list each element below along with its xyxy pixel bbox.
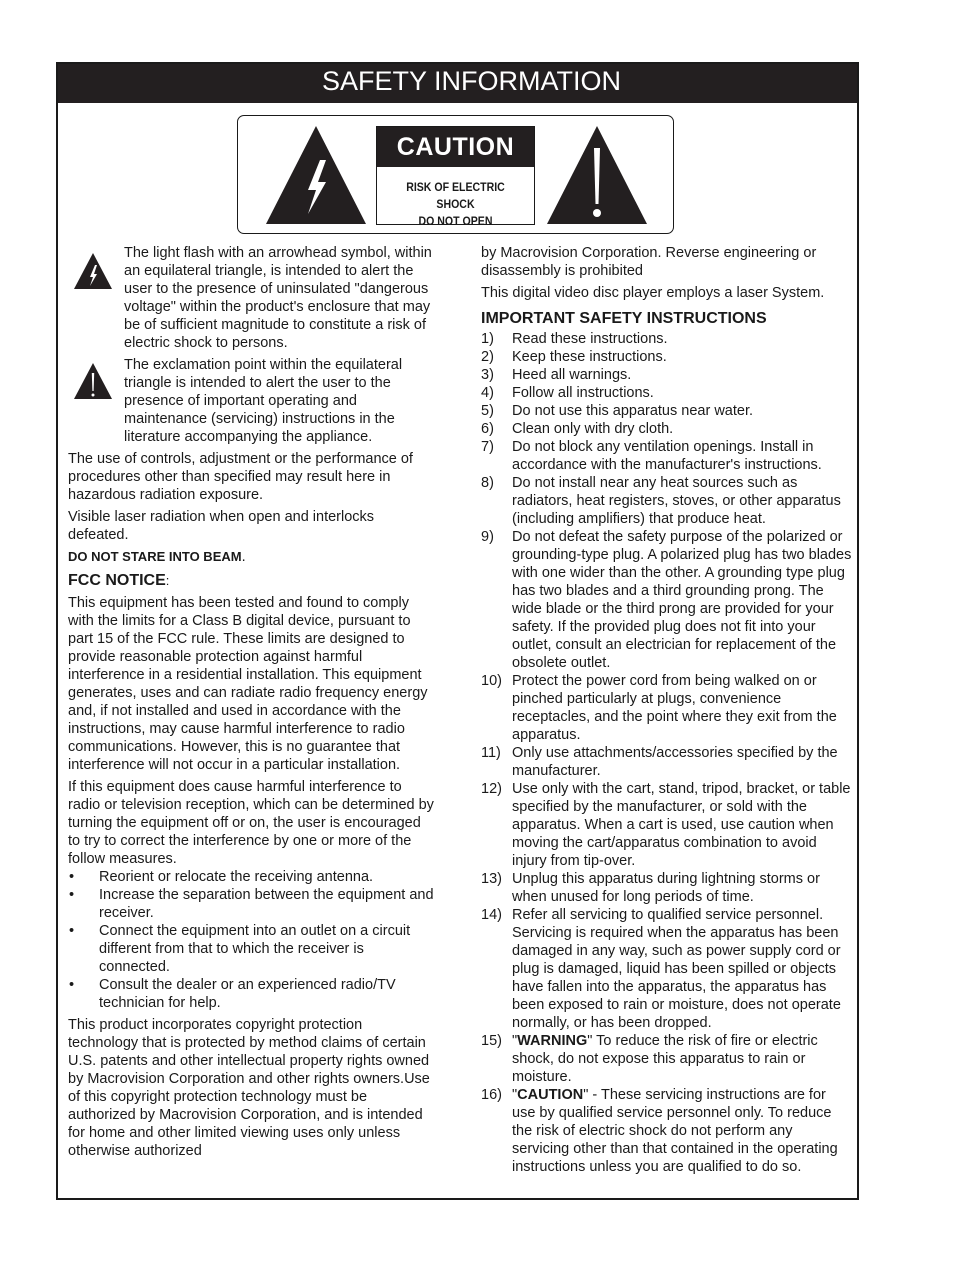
measure-text: Connect the equipment into an outlet on a circuit different from that to which the receiver is connected.	[99, 923, 411, 975]
beam-period: .	[241, 549, 246, 565]
instruction-number: 4)	[481, 385, 494, 401]
copyright-text: This product incorporates copyright protection technology that is protected by method claims of certain U.S. patents and other intellectual property rights owned by Macrovision Corporation and other rights owners.Use of this copyright protection technology must be authorized by Macrovision Corporation, and is intended for home and other limited viewing uses only unless otherwise authorized	[68, 1017, 430, 1159]
instruction-item	[481, 330, 853, 348]
instruction-text: Do not use this apparatus near water.	[512, 403, 754, 419]
instruction-item	[481, 402, 853, 420]
instruction-number: 3)	[481, 367, 494, 383]
instruction-item	[481, 780, 853, 870]
instruction-number: 2)	[481, 349, 494, 365]
measure-item	[68, 976, 436, 1012]
fcc-colon: :	[165, 573, 170, 588]
instruction-item	[481, 420, 853, 438]
header-bar	[58, 64, 857, 103]
page-title: SAFETY INFORMATION	[322, 66, 622, 96]
lightning-text: The light flash with an arrowhead symbol, within an equilateral triangle, is intended to alert the user to the presence of uninsulated "dangerous voltage" within the product's enclosure that may be of sufficient magnitude to constitute a risk of electric shock to persons.	[124, 245, 432, 351]
instruction-number: 7)	[481, 439, 494, 455]
bullet: •	[69, 869, 75, 885]
instruction-text: Only use attachments/accessories specified by the manufacturer.	[512, 745, 838, 779]
open-quote: "	[512, 1087, 518, 1103]
copyright-continued: by Macrovision Corporation. Reverse engineering or disassembly is prohibited	[481, 245, 817, 279]
caution-panel	[237, 115, 674, 234]
caution-line-2: DO NOT OPEN	[418, 214, 493, 228]
bullet: •	[69, 887, 75, 903]
instruction-number: 11)	[481, 745, 501, 761]
instruction-text: Read these instructions.	[512, 331, 668, 347]
lightning-notice	[68, 244, 436, 352]
bullet: •	[69, 977, 75, 993]
instruction-text: Use only with the cart, stand, tripod, bracket, or table specified by the manufacturer, or sold with the apparatus. When a cart is used, use caution when moving the cart/apparatus combination to avoid injury from tip-over.	[512, 781, 851, 869]
instructions-list	[481, 330, 853, 1032]
instruction-item	[481, 528, 853, 672]
right-column	[481, 244, 853, 1176]
instruction-number: 5)	[481, 403, 494, 419]
instruction-text: Protect the power cord from being walked on or pinched particularly at plugs, convenience receptacles, and the point where they exit from the apparatus.	[512, 673, 837, 743]
instruction-text: Clean only with dry cloth.	[512, 421, 674, 437]
measure-item	[68, 922, 436, 976]
instruction-item	[481, 870, 853, 906]
instruction-item	[481, 672, 853, 744]
instruction-text: Follow all instructions.	[512, 385, 654, 401]
measure-text: Increase the separation between the equipment and receiver.	[99, 887, 434, 921]
safety-info-frame	[56, 62, 859, 1200]
bullet: •	[69, 923, 75, 939]
laser-system-text: This digital video disc player employs a laser System.	[481, 285, 825, 301]
instruction-item-15	[481, 1032, 853, 1086]
instruction-text: Do not defeat the safety purpose of the polarized or grounding-type plug. A polarized plug has two blades with one wider than the other. A grounding type plug has two blades and a third grounding prong. The wide blade or the third prong are provided for your safety. If the provided plug does not fit into your outlet, consult an electrician for replacement of the obsolete outlet.	[512, 529, 852, 671]
instruction-text: Keep these instructions.	[512, 349, 667, 365]
open-quote: "	[512, 1033, 518, 1049]
caution-line-1: RISK OF ELECTRIC SHOCK	[406, 180, 505, 211]
fcc-heading: FCC NOTICE	[68, 572, 166, 589]
caution-title: CAUTION	[377, 127, 534, 167]
exclamation-triangle-icon	[545, 124, 649, 226]
instruction-number: 13)	[481, 871, 502, 887]
instruction-text: " - These servicing instructions are for use by qualified service personnel only. To reduce the risk of electric shock do not perform any servicing other than that contained in the operating instructions unless you are qualified to do so.	[512, 1087, 838, 1175]
instruction-item	[481, 744, 853, 780]
instruction-text: " To reduce the risk of fire or electric shock, do not expose this apparatus to rain or moisture.	[512, 1033, 818, 1085]
controls-warning: The use of controls, adjustment or the performance of procedures other than specified may result here in hazardous radiation exposure.	[68, 451, 413, 503]
exclamation-small-icon	[73, 362, 113, 400]
instruction-text: Refer all servicing to qualified service personnel. Servicing is required when the apparatus has been damaged in any way, such as power supply cord or plug is damaged, liquid has been spilled or objects have fallen into the apparatus, the apparatus has been exposed to rain or moisture, does not operate normally, or has been dropped.	[512, 907, 841, 1031]
instruction-number: 6)	[481, 421, 494, 437]
instruction-number: 8)	[481, 475, 494, 491]
instruction-item	[481, 438, 853, 474]
fcc-paragraph-2: If this equipment does cause harmful interference to radio or television reception, which can be determined by turning the equipment off or on, the user is encouraged to try to correct the interference by one or more of the follow measures.	[68, 779, 434, 867]
exclamation-text: The exclamation point within the equilateral triangle is intended to alert the user to the presence of important operating and maintenance (servicing) instructions in the literature accompanying the appliance.	[124, 357, 403, 445]
fcc-heading-line	[68, 572, 436, 590]
measure-item	[68, 868, 436, 886]
lightning-small-icon	[73, 252, 113, 290]
caution-word: CAUTION	[517, 1087, 584, 1103]
instruction-item-16	[481, 1086, 853, 1176]
beam-warning: DO NOT STARE INTO BEAM	[68, 549, 242, 564]
measure-item	[68, 886, 436, 922]
instruction-item	[481, 384, 853, 402]
lightning-triangle-icon	[264, 124, 368, 226]
instruction-number: 12)	[481, 781, 502, 797]
instruction-text: Do not block any ventilation openings. Install in accordance with the manufacturer's instructions.	[512, 439, 822, 473]
instruction-text: Heed all warnings.	[512, 367, 632, 383]
laser-warning: Visible laser radiation when open and interlocks defeated.	[68, 509, 375, 543]
instruction-number: 1)	[481, 331, 494, 347]
instruction-item	[481, 474, 853, 528]
instruction-item	[481, 366, 853, 384]
measure-text: Consult the dealer or an experienced radio/TV technician for help.	[99, 977, 396, 1011]
instruction-number: 15)	[481, 1033, 502, 1049]
instruction-number: 9)	[481, 529, 494, 545]
instructions-heading: IMPORTANT SAFETY INSTRUCTIONS	[481, 310, 767, 327]
caution-label	[376, 126, 535, 228]
warning-word: WARNING	[517, 1033, 588, 1049]
fcc-paragraph-1: This equipment has been tested and found to comply with the limits for a Class B digital device, pursuant to part 15 of the FCC rule. These limits are designed to provide reasonable protection against harmful interference in a residential installation. This equipment generates, uses and can radiate radio frequency energy and, if not installed and used in accordance with the instructions, may cause harmful interference to radio communications. However, this is no guarantee that interference will not occur in a particular installation.	[68, 595, 428, 773]
instruction-text: Unplug this apparatus during lightning storms or when unused for long periods of time.	[512, 871, 820, 905]
instruction-text: Do not install near any heat sources such as radiators, heat registers, stoves, or other apparatus (including amplifiers) that produce heat.	[512, 475, 841, 527]
instruction-number: 10)	[481, 673, 502, 689]
instruction-number: 14)	[481, 907, 502, 923]
exclamation-notice	[68, 356, 436, 446]
measure-text: Reorient or relocate the receiving antenna.	[99, 869, 374, 885]
left-column	[68, 244, 436, 1164]
instruction-item	[481, 348, 853, 366]
instruction-number: 16)	[481, 1087, 502, 1103]
instruction-item	[481, 906, 853, 1032]
beam-warning-line	[68, 548, 436, 566]
